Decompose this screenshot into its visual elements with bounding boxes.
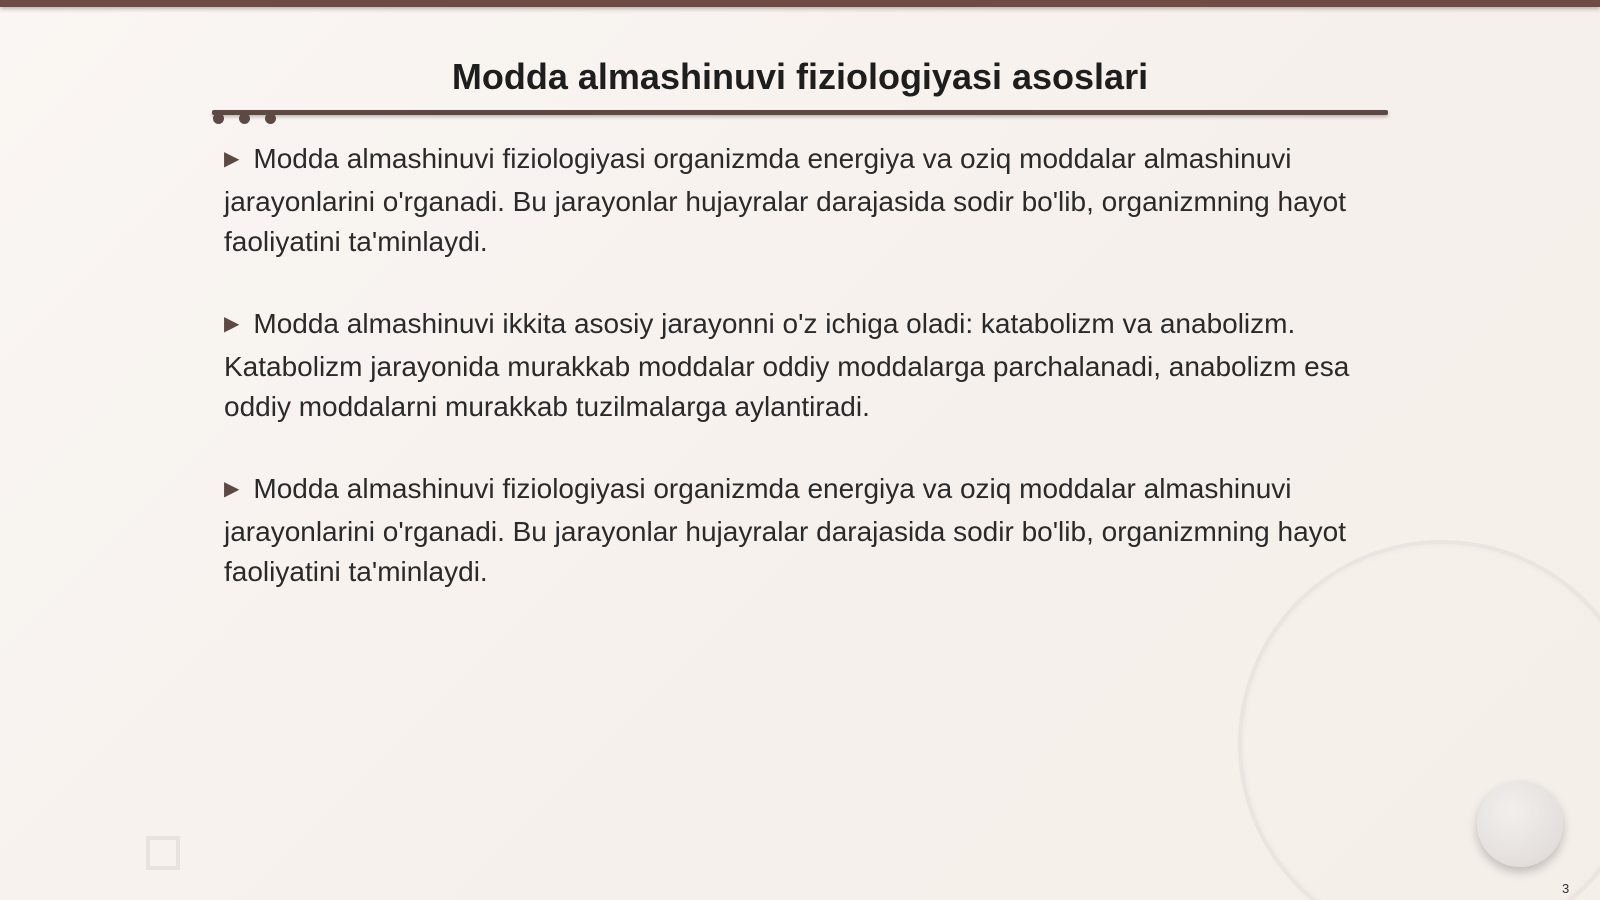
bullet-arrow-icon: ▶ <box>224 148 240 170</box>
bullet-text: Modda almashinuvi ikkita asosiy jarayonni o'z ichiga oladi: katabolizm va anabolizm. Katabolizm jarayonida murakkab moddalar oddiy moddalarga parchalanadi, anabolizm esa oddiy moddalarni murakkab tuzilmalarga aylantiradi. <box>224 308 1350 422</box>
bullet-text: Modda almashinuvi fiziologiyasi organizmda energiya va oziq moddalar almashinuvi jarayonlarini o'rganadi. Bu jarayonlar hujayralar darajasida sodir bo'lib, organizmning hayot faoliyatini ta'minlaydi. <box>224 143 1346 257</box>
divider-dot <box>239 113 250 124</box>
title-divider <box>212 110 1388 115</box>
slide-title: Modda almashinuvi fiziologiyasi asoslari <box>451 56 1149 97</box>
bullet-item <box>224 304 1354 427</box>
bullet-list <box>224 139 1354 634</box>
bullet-item <box>224 469 1354 592</box>
page-number: 3 <box>1562 881 1570 896</box>
decorative-square <box>146 836 180 870</box>
divider-dot <box>265 113 276 124</box>
bullet-text: Modda almashinuvi fiziologiyasi organizmda energiya va oziq moddalar almashinuvi jarayonlarini o'rganadi. Bu jarayonlar hujayralar darajasida sodir bo'lib, organizmning hayot faoliyatini ta'minlaydi. <box>224 473 1346 587</box>
bullet-arrow-icon: ▶ <box>224 313 240 335</box>
bullet-item <box>224 139 1354 262</box>
divider-dot <box>213 113 224 124</box>
top-accent-bar <box>0 0 1600 7</box>
decorative-circle-button <box>1477 781 1563 867</box>
bullet-arrow-icon: ▶ <box>224 478 240 500</box>
